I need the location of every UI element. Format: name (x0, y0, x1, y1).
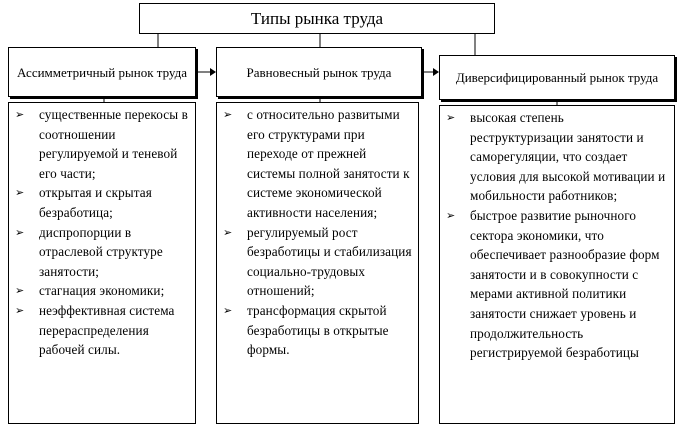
col3-heading-text: Диверсифицированный рынок труда (455, 70, 659, 85)
col3-list (446, 108, 670, 363)
list-item: ➢ неэффективная система перераспределения рабочей силы. (15, 301, 191, 360)
arrow-bullet-icon: ➢ (223, 108, 233, 121)
arrow-bullet-icon: ➢ (15, 284, 25, 298)
arrow-bullet-icon: ➢ (223, 225, 233, 239)
list-item: ➢ открытая и скрытая безработица; (15, 183, 191, 222)
col2-heading (216, 47, 422, 97)
arrow-bullet-icon: ➢ (15, 225, 25, 239)
list-item: ➢ стагнация экономики; (15, 281, 191, 301)
list-item: ➢ регулируемый рост безработицы и стабилизация социально-трудовых отношений; (223, 223, 414, 301)
arrow-bullet-icon: ➢ (15, 108, 25, 121)
col1-heading (8, 47, 196, 97)
col1-list (15, 105, 191, 360)
list-item: ➢ быстрое развитие рыночного сектора экономики, что обеспечивает разнообразие форм занятости и в совокупности с мерами активной политики занятости снижает уровень и продолжительность регистрируемой безработицы (446, 206, 670, 363)
col3-body (439, 105, 675, 424)
list-item: ➢ с относительно развитыми его структурами при переходе от прежней системы полной занятости к системе экономической активности населения; (223, 105, 414, 223)
arrow-bullet-icon: ➢ (15, 303, 25, 317)
col2-heading-text: Равновесный рынок труда (246, 64, 392, 80)
list-item: ➢ существенные перекосы в соотношении регулируемой и теневой его части; (15, 105, 191, 183)
arrow-bullet-icon: ➢ (15, 186, 25, 200)
arrow-bullet-icon: ➢ (446, 111, 456, 124)
arrow-bullet-icon: ➢ (446, 208, 456, 222)
list-item: ➢ высокая степень реструктуризации занятости и саморегуляции, что создает условия для высокой мотивации и мобильности работников; (446, 108, 670, 206)
list-item: ➢ диспропорции в отраслевой структуре занятости; (15, 223, 191, 282)
list-item: ➢ трансформация скрытой безработицы в открытые формы. (223, 301, 414, 360)
arrow-bullet-icon: ➢ (223, 303, 233, 317)
diagram-title: Типы рынка труда (139, 3, 495, 34)
col3-heading (439, 55, 675, 100)
col2-body (216, 102, 419, 424)
col2-list (223, 105, 414, 360)
col1-body (8, 102, 196, 424)
col1-heading-text: Ассимметричный рынок труда (16, 64, 187, 80)
